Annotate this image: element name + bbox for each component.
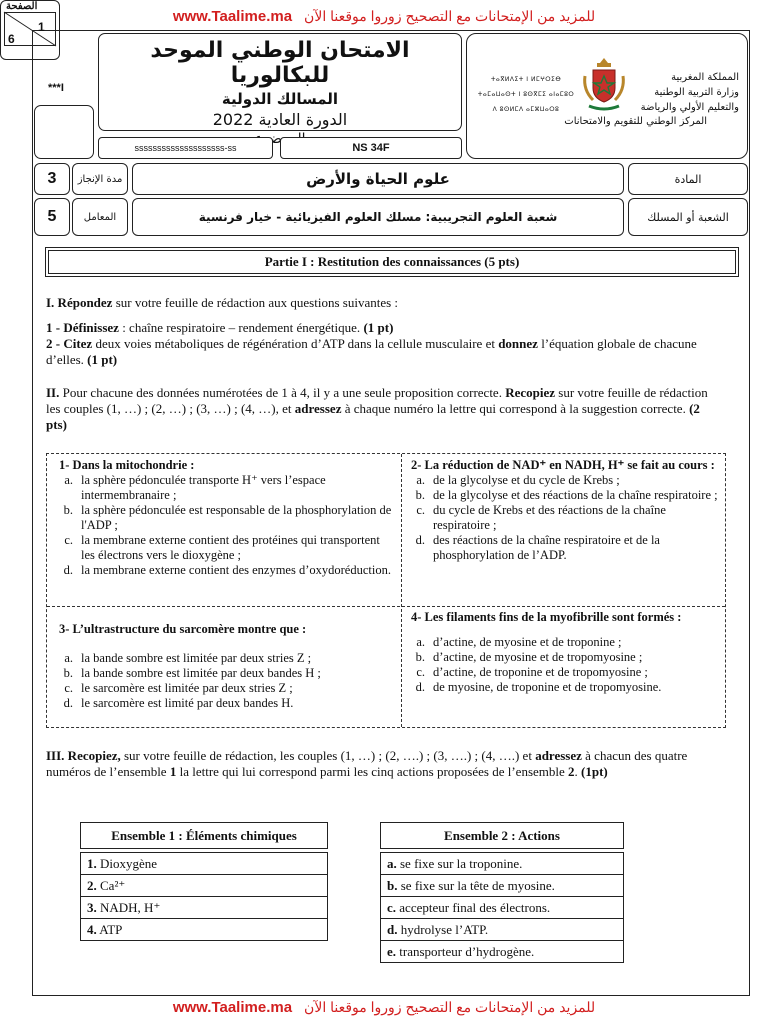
- code-box-1: ssssssssssssssssssss-ss: [98, 137, 273, 159]
- coefficient-label: المعامل: [72, 198, 128, 236]
- banner-message: للمزيد من الإمتحانات مع التصحيح زوروا موقعنا الآن: [304, 7, 596, 24]
- ensemble-2-row: c. accepteur final des électrons.: [381, 897, 624, 919]
- qcm-option: c. la membrane externe contient des protéines qui transportent les électrons vers le dioxygène ;: [64, 533, 380, 562]
- site-link[interactable]: www.Taalime.ma: [172, 7, 293, 25]
- qcm-item-4: [411, 610, 719, 695]
- ensemble-2-header: Ensemble 2 : Actions: [381, 823, 624, 849]
- qcm-question: 1- Dans la mitochondrie :: [59, 458, 195, 472]
- page-label: الصفحة: [6, 1, 38, 12]
- qcm-option: d. de myosine, de troponine et de tropomyosine.: [415, 680, 662, 694]
- qcm-option: c. du cycle de Krebs et des réactions de la chaîne respiratoire ;: [416, 503, 666, 532]
- ministry-box: [466, 33, 748, 159]
- ensemble-1-row: 1. Dioxygène: [81, 853, 328, 875]
- question-1: 1 - Définissez : chaîne respiratoire – rendement énergétique. (1 pt): [46, 320, 394, 335]
- exam-title-box: [98, 33, 462, 131]
- blank-box: [34, 105, 94, 159]
- qcm-grid: [46, 453, 726, 728]
- qcm-option: b. d’actine, de myosine et de tropomyosine ;: [415, 650, 643, 664]
- track-label: الشعبة أو المسلك: [628, 198, 748, 236]
- qcm-option: d. le sarcomère est limité par deux bandes H.: [63, 696, 294, 710]
- tifinagh-text: ⵜⴰⴳⵍⴷⵉⵜ ⵏ ⵍⵎⵖⵔⵉⴱ ⵜⴰⵎⴰⵡⴰⵙⵜ ⵏ ⵓⵙⴳⵎⵉ ⴰⵏⴰⵎⵓⵔ ⴷ ⵓⵙⵍⵎⴷ ⴰⵎⵣⵡⴰⵔⵓ: [477, 76, 575, 113]
- qcm-option: c. le sarcomère est limitée par deux stries Z ;: [64, 681, 293, 695]
- qcm-option: a. la sphère pédonculée transporte H⁺ vers l’espace intermembranaire ;: [64, 473, 326, 502]
- qcm-option: b. la sphère pédonculée est responsable de la phosphorylation de l'ADP ;: [63, 503, 392, 532]
- qcm-option: a. la bande sombre est limitée par deux stries Z ;: [64, 651, 312, 665]
- top-banner: [0, 5, 768, 27]
- qcm-question: 4- Les filaments fins de la myofibrille sont formés :: [411, 610, 682, 624]
- coefficient-value: 5: [34, 198, 70, 236]
- qcm-option: d. des réactions de la chaîne respiratoire et de la phosphorylation de l’ADP.: [415, 533, 660, 562]
- qcm-item-1: [59, 458, 393, 578]
- ensemble-2-row: e. transporteur d’hydrogène.: [381, 941, 624, 963]
- qcm-option: b. la bande sombre est limitée par deux bandes H ;: [63, 666, 321, 680]
- qcm-option: b. de la glycolyse et des réactions de la chaîne respiratoire ;: [415, 488, 718, 502]
- ensemble-1-header: Ensemble 1 : Éléments chimiques: [81, 823, 328, 849]
- bottom-banner: [0, 996, 768, 1018]
- exam-subtitle: المسالك الدولية: [221, 90, 339, 108]
- site-link[interactable]: www.Taalime.ma: [172, 998, 293, 1016]
- qcm-question: 3- L’ultrastructure du sarcomère montre que :: [59, 622, 307, 636]
- qcm-option: a. de la glycolyse et du cycle de Krebs ;: [416, 473, 620, 487]
- ensemble-1-table: [80, 822, 328, 941]
- question-2: 2 - Citez deux voies métaboliques de régénération d’ATP dans la cellule musculaire et donnez l’équation globale de chacune d’elles. (1 pt): [46, 336, 697, 367]
- qcm-question: 2- La réduction de NAD⁺ en NADH, H⁺ se fait au cours :: [411, 458, 715, 472]
- page-total: 6: [8, 32, 15, 46]
- code-box-2: NS 34F: [280, 137, 462, 159]
- section2-lead: II. Pour chacune des données numérotées de 1 à 4, il y a une seule proposition correcte. Recopiez sur votre feuille de rédaction les couples (1, …) ; (2, …) ; (3, …) ; (4, …), et adressez à chaque numéro la lettre qui correspond à la suggestion correcte. (2 pts): [46, 385, 708, 432]
- qcm-item-2: [411, 458, 719, 563]
- exam-title: الامتحان الوطني الموحد للبكالوريا: [150, 38, 410, 88]
- part-title: Partie I : Restitution des connaissances (5 pts): [48, 250, 736, 274]
- qcm-option: d. la membrane externe contient des enzymes d’oxydoréduction.: [63, 563, 391, 577]
- ensemble-2-table: [380, 822, 624, 963]
- section1-lead: I. Répondez sur votre feuille de rédaction aux questions suivantes :: [46, 295, 399, 310]
- subject-label: المادة: [628, 163, 748, 195]
- ensemble-1-row: 3. NADH, H⁺: [81, 897, 328, 919]
- track-name: شعبة العلوم التجريبية: مسلك العلوم الفيزيائية - خيار فرنسية: [132, 198, 624, 236]
- evaluation-center: المركز الوطني للتقويم والامتحانات: [564, 116, 707, 127]
- qcm-option: a. d’actine, de myosine et de troponine ;: [416, 635, 622, 649]
- stars-mark: ***I: [48, 82, 64, 94]
- section3-lead: III. Recopiez, sur votre feuille de rédaction, les couples (1, …) ; (2, ….) ; (3, ….) ; (4, ….) et adressez à chacun des quatre numéros de l’ensemble 1 la lettre qui lui correspond parmi les cinq actions proposées de l’ensemble 2. (1pt): [46, 748, 688, 779]
- ensemble-1-row: 2. Ca²⁺: [81, 875, 328, 897]
- subject-name: علوم الحياة والأرض: [132, 163, 624, 195]
- qcm-option: c. d’actine, de troponine et de tropomyosine ;: [416, 665, 648, 679]
- page-number: 1: [38, 20, 45, 34]
- ensemble-1-row: 4. ATP: [81, 919, 328, 941]
- exam-session: الدورة العادية 2022: [212, 110, 348, 129]
- qcm-item-3: [59, 622, 393, 711]
- coat-of-arms-icon: [581, 54, 627, 114]
- banner-message: للمزيد من الإمتحانات مع التصحيح زوروا موقعنا الآن: [304, 998, 596, 1015]
- ensemble-2-row: b. se fixe sur la tête de myosine.: [381, 875, 624, 897]
- ensemble-2-row: d. hydrolyse l’ATP.: [381, 919, 624, 941]
- duration-value: 3: [34, 163, 70, 195]
- ministry-name: المملكة المغربية وزارة التربية الوطنية والتعليم الأولي والرياضة: [640, 72, 739, 113]
- duration-label: مدة الإنجاز: [72, 163, 128, 195]
- ensemble-2-row: a. se fixe sur la troponine.: [381, 853, 624, 875]
